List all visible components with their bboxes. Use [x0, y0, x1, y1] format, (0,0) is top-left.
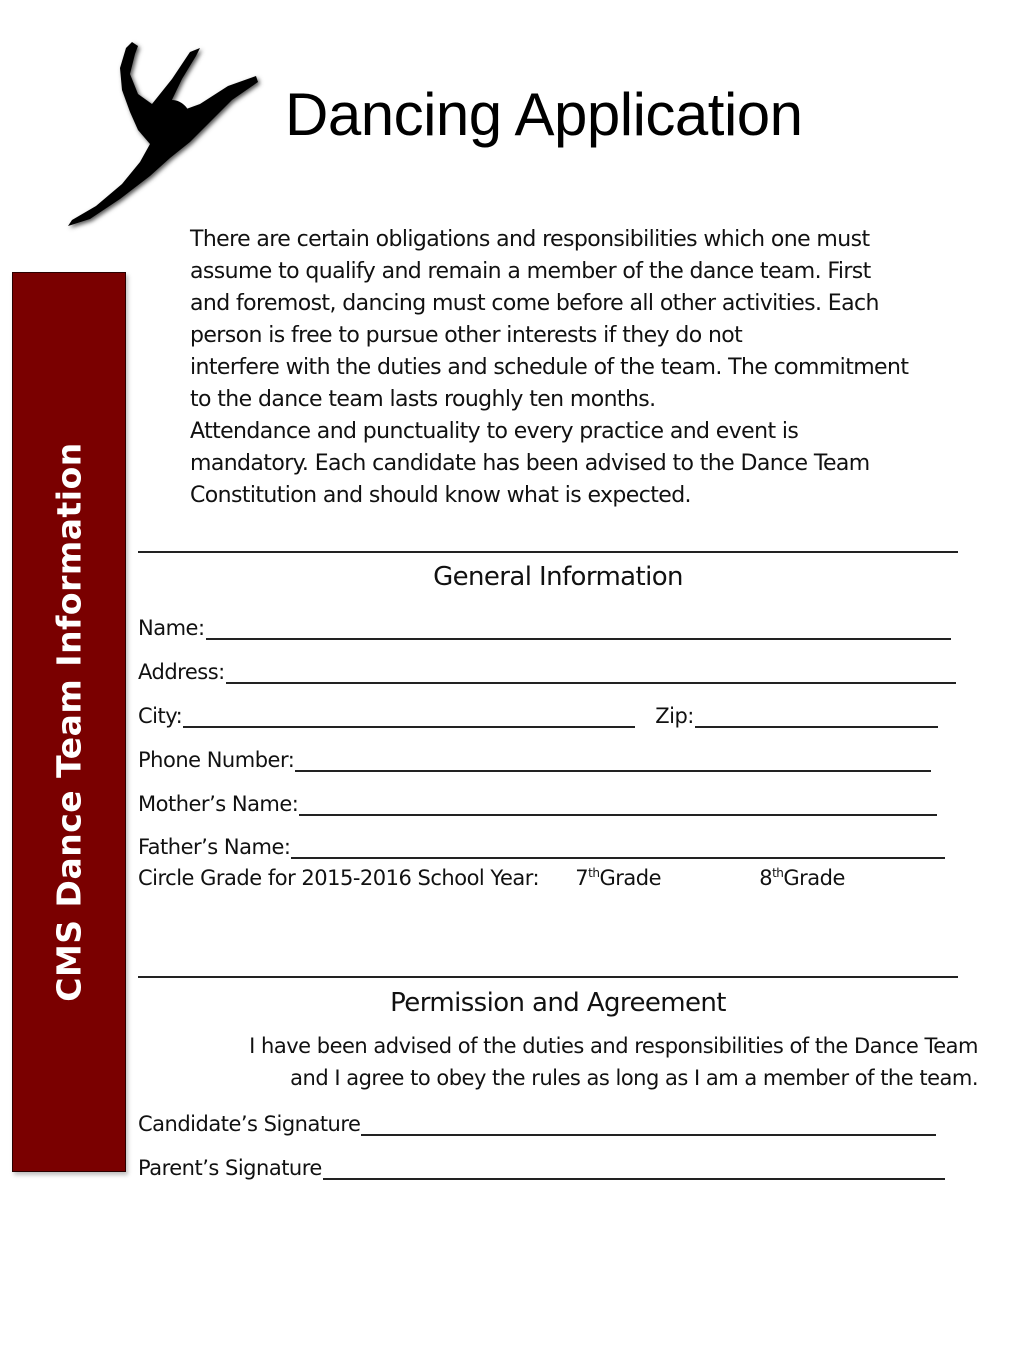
phone-input-line[interactable] [295, 748, 931, 772]
name-field[interactable] [138, 610, 951, 640]
intro-line: interfere with the duties and schedule of the team. The commitment [190, 355, 909, 380]
parent-signature-line[interactable] [323, 1156, 945, 1180]
sidebar-label: CMS Dance Team Information [49, 442, 89, 1002]
page-title: Dancing Application [285, 81, 803, 148]
agreement-statement [138, 1030, 978, 1094]
grade-prompt: Circle Grade for 2015-2016 School Year: [138, 866, 540, 890]
mothers-name-input-line[interactable] [299, 792, 937, 816]
parent-signature-field[interactable] [138, 1150, 945, 1180]
address-label: Address: [138, 660, 225, 684]
city-input-line[interactable] [183, 704, 635, 728]
grade-7-word: Grade [599, 866, 662, 890]
grade-option-8th[interactable] [759, 866, 845, 890]
grade-8-number: 8 [759, 866, 773, 890]
section-divider [138, 551, 958, 553]
intro-line: Constitution and should know what is expected. [190, 483, 691, 508]
zip-label: Zip: [655, 704, 694, 728]
general-information-heading: General Information [433, 562, 683, 592]
dancer-silhouette-icon [60, 34, 270, 234]
grade-selection [138, 866, 845, 890]
name-label: Name: [138, 616, 205, 640]
phone-label: Phone Number: [138, 748, 295, 772]
intro-line: mandatory. Each candidate has been advised to the Dance Team [190, 451, 870, 476]
grade-7-number: 7 [575, 866, 589, 890]
fathers-name-field[interactable] [138, 829, 945, 859]
mothers-name-field[interactable] [138, 786, 937, 816]
candidate-signature-field[interactable] [138, 1106, 936, 1136]
grade-8-suffix: th [772, 866, 784, 880]
intro-paragraph [190, 224, 990, 512]
candidate-signature-label: Candidate’s Signature [138, 1112, 361, 1136]
address-field[interactable] [138, 654, 956, 684]
grade-8-word: Grade [783, 866, 845, 890]
intro-line: Attendance and punctuality to every practice and event is [190, 419, 799, 444]
section-divider [138, 976, 958, 978]
intro-line: to the dance team lasts roughly ten months. [190, 387, 656, 412]
candidate-signature-line[interactable] [361, 1112, 936, 1136]
name-input-line[interactable] [206, 616, 951, 640]
parent-signature-label: Parent’s Signature [138, 1156, 322, 1180]
city-label: City: [138, 704, 183, 728]
fathers-name-label: Father’s Name: [138, 835, 291, 859]
agreement-line-2: and I agree to obey the rules as long as I am a member of the team. [290, 1066, 978, 1090]
mothers-name-label: Mother’s Name: [138, 792, 299, 816]
grade-7-suffix: th [588, 866, 600, 880]
address-input-line[interactable] [226, 660, 956, 684]
intro-line: person is free to pursue other interests if they do not [190, 323, 743, 348]
intro-line: and foremost, dancing must come before all other activities. Each [190, 291, 879, 316]
intro-line: There are certain obligations and responsibilities which one must [190, 227, 870, 252]
agreement-line-1: I have been advised of the duties and responsibilities of the Dance Team [249, 1034, 978, 1058]
fathers-name-input-line[interactable] [291, 835, 945, 859]
intro-line: assume to qualify and remain a member of the dance team. First [190, 259, 871, 284]
city-field[interactable] [138, 698, 938, 728]
sidebar-banner [12, 272, 126, 1172]
phone-field[interactable] [138, 742, 931, 772]
zip-input-line[interactable] [695, 704, 938, 728]
grade-option-7th[interactable] [575, 866, 661, 890]
permission-heading: Permission and Agreement [390, 988, 726, 1018]
